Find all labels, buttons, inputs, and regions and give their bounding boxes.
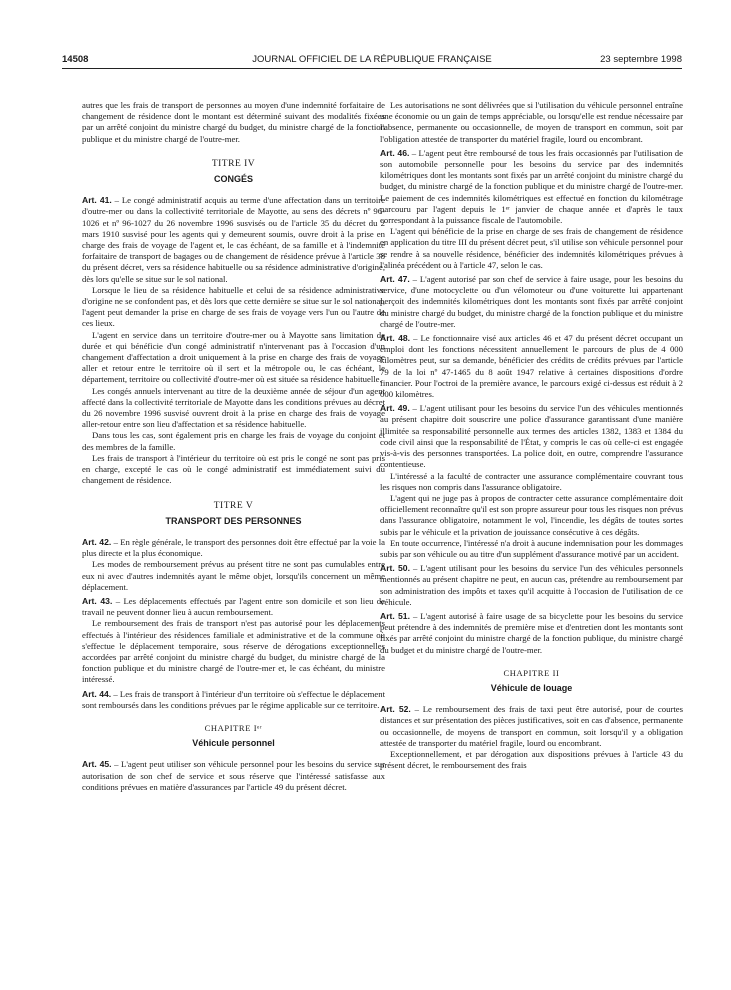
article-label: Art. 50. — [380, 563, 410, 574]
paragraph: Dans tous les cas, sont également pris en charge les frais de voyage du conjoint et des membres de la famille. — [82, 430, 385, 452]
article-43 — [82, 596, 385, 618]
article-label: Art. 47. — [380, 274, 410, 285]
chapitre-2-name: Véhicule de louage — [490, 682, 573, 693]
article-label: Art. 46. — [380, 147, 410, 158]
left-column — [82, 100, 385, 793]
publication-date: 23 septembre 1998 — [600, 54, 682, 65]
article-text: – L'agent utilisant pour les besoins du service l'un des véhicules personnels mentionnés au présent chapitre ne peut, en aucun cas, prétendre au remboursement par son administration des impôts et taxes qu'il acquitte à l'occasion de l'utilisation de ce véhicule. — [380, 563, 684, 607]
article-label: Art. 45. — [82, 759, 112, 770]
header-rule — [62, 68, 682, 69]
article-label: Art. 48. — [380, 333, 411, 344]
paragraph: Le remboursement des frais de transport n'est pas autorisé pour les déplacements effectués à l'intérieur des résidences familiale et administrative et de la commune où s'effectue le déplacement temporaire, sous réserve de dérogations exceptionnelles accordées par arrêté conjoint du ministre chargé du budget, du ministre chargé de la fonction publique et du ministre chargé de l'outre-mer et, le cas échéant, du ministre intéressé. — [82, 618, 385, 685]
article-text: – L'agent autorisé par son chef de service à faire usage, pour les besoins du service, d'une motocyclette ou d'un vélomoteur ou d'une voiturette lui appartenant perçoit des indemnités kilométriques dont les montants sont fixés par arrêté conjoint du ministre chargé du budget, du ministre chargé de la fonction publique et du ministre chargé de l'outre-mer. — [380, 274, 684, 329]
article-label: Art. 52. — [380, 704, 411, 715]
chapitre-1-heading: CHAPITRE Iᵉʳ — [204, 722, 263, 733]
paragraph: L'agent qui bénéficie de la prise en charge de ses frais de changement de résidence en application du titre III du présent décret peut, s'il utilise son véhicule personnel pour se rendre à sa nouvelle résidence, bénéficier des indemnités kilométriques prévues à l'alinéa précédent ou à l'article 47, selon le cas. — [380, 226, 683, 270]
titre-iv-name: CONGÉS — [213, 174, 253, 185]
article-text: – Le congé administratif acquis au terme d'une affectation dans un territoire d'outre-mer ou dans la collectivité territoriale de Mayotte, au sens des décrets nº 96-1026 et nº 96-1027 du 26 novembre 1996 susvisés ou de l'article 35 du décret du 2 mars 1910 susvisé pour les agents qui y demeurent soumis, ouvre droit à la prise en charge des frais de voyage de l'agent et, le cas échéant, de sa famille et à l'indemnité forfaitaire de transport de bagages ou de changement de résidence prévue à l'article 38 du présent décret, vers sa résidence habituelle ou sa résidence administrative d'origine, dès lors qu'elle se situe sur le sol national. — [82, 195, 386, 284]
paragraph: Exceptionnellement, et par dérogation aux dispositions prévues à l'article 43 du présent décret, le remboursement des frais — [380, 748, 683, 771]
paragraph: Les frais de transport à l'intérieur du territoire où est pris le congé ne sont pas pris en charge, excepté le cas où le congé administratif est immédiatement suivi du changement de résidence. — [82, 452, 385, 486]
titre-v-name: TRANSPORT DES PERSONNES — [165, 515, 302, 526]
article-label: Art. 42. — [82, 536, 112, 547]
chapitre-2-heading: CHAPITRE II — [503, 667, 560, 678]
article-label: Art. 44. — [82, 688, 112, 699]
article-46 — [380, 148, 683, 226]
article-text: – En règle générale, le transport des personnes doit être effectué par la voie la plus directe et la plus économique. — [82, 536, 386, 559]
article-48 — [380, 333, 683, 400]
article-text: – L'agent utilisant pour les besoins du service l'un des véhicules mentionnés au présent chapitre doit souscrire une police d'assurance garantissant d'une manière illimitée sa responsabilité personnelle aux termes des articles 1382, 1383 et 1384 du code civil ainsi que la responsabilité de l'État, y compris le cas où celle-ci est engagée vis-à-vis des personnes transportées. La police doit, en outre, comprendre l'assurance contentieuse. — [380, 403, 684, 470]
article-label: Art. 41. — [82, 195, 112, 206]
page-number: 14508 — [62, 54, 89, 65]
paragraph: Les congés annuels intervenant au titre de la deuxième année de séjour d'un agent affecté dans la collectivité territoriale de Mayotte dans les conditions prévues au décret du 26 novembre 1996 susvisé ouvrent droit à la prise en charge des frais de voyage aller-retour entre son lieu d'affectation et sa résidence habituelle. — [82, 385, 385, 430]
article-41 — [82, 195, 385, 285]
article-text: – L'agent peut utiliser son véhicule personnel pour les besoins du service sur autorisation de son chef de service et sous réserve que l'intéressé satisfasse aux conditions prévues en matière d'assurances par l'article 49 du présent décret. — [82, 759, 385, 792]
paragraph: L'intéressé a la faculté de contracter une assurance complémentaire couvrant tous les risques non compris dans l'assurance obligatoire. — [380, 470, 683, 492]
article-42 — [82, 537, 385, 559]
titre-v-heading: TITRE V — [213, 500, 254, 511]
titre-iv-heading: TITRE IV — [211, 158, 256, 169]
article-44 — [82, 689, 385, 711]
chapitre-1-name: Véhicule personnel — [192, 738, 275, 749]
paragraph: Les autorisations ne sont délivrées que si l'utilisation du véhicule personnel entraîne une économie ou un gain de temps appréciable, ou lorsqu'elle est rendue nécessaire par l'absence, permanente ou occasionnelle, de moyen de transport en commun, soit par l'obligation attestée de transporter du matériel fragile, lourd ou encombrant. — [380, 100, 683, 144]
paragraph: L'agent qui ne juge pas à propos de contracter cette assurance complémentaire doit officiellement reconnaître qu'il est son propre assureur pour tous les risques non prévus dans l'assurance obligatoire, notamment le vol, l'incendie, les dégâts de toutes sortes subis par le véhicule et la privation de jouissance consécutive à ces dégâts. — [380, 492, 683, 537]
article-text: – L'agent peut être remboursé de tous les frais occasionnés par l'utilisation de son automobile personnelle pour les besoins du service par des indemnités kilométriques dont les montants sont fixés par un arrêté conjoint du ministre chargé du budget, du ministre chargé de la fonction publique et du ministre chargé de l'outre-mer. Le paiement de ces indemnités kilométriques est effectué en fonction du kilométrage parcouru par l'agent depuis le 1ᵉʳ janvier de chaque année et d'après le taux correspondant à la puissance fiscale de l'automobile. — [380, 147, 684, 226]
article-label: Art. 51. — [380, 610, 410, 621]
article-label: Art. 43. — [82, 595, 113, 606]
paragraph: Les modes de remboursement prévus au présent titre ne sont pas cumulables entre eux ni avec d'autres indemnités ayant le même objet, lorsqu'ils concernent un même déplacement. — [82, 559, 385, 592]
article-text: – L'agent autorisé à faire usage de sa bicyclette pour les besoins du service peut prétendre à des indemnités de première mise et d'entretien dont les montants sont fixés par arrêté conjoint du ministre chargé de la fonction publique, du ministre chargé du budget et du ministre chargé de l'outre-mer. — [380, 610, 684, 655]
paragraph: Lorsque le lieu de sa résidence habituelle et celui de sa résidence administrative d'origine ne se confondent pas, et dès lors que cette dernière se situe sur le sol national, l'agent peut demander la prise en charge de ses frais de voyage vers l'un ou l'autre de ces lieux. — [82, 284, 385, 329]
article-51 — [380, 611, 683, 656]
article-label: Art. 49. — [380, 403, 410, 414]
article-text: – Les frais de transport à l'intérieur d'un territoire où s'effectue le déplacement sont remboursés dans les conditions prévues par le régime applicable sur ce territoire. — [82, 688, 386, 710]
right-column — [380, 100, 683, 771]
paragraph: En toute occurrence, l'intéressé n'a droit à aucune indemnisation pour les dommages subis par son véhicule ou au titre d'un supplément d'assurance motivé par un accident. — [380, 537, 683, 559]
paragraph: autres que les frais de transport de personnes au moyen d'une indemnité forfaitaire de changement de résidence dont le montant est déterminé suivant des modalités fixées par un arrêté conjoint du ministre chargé du budget, du ministre chargé de la fonction publique et du ministre chargé de l'outre-mer. — [82, 100, 385, 144]
article-45 — [82, 759, 385, 793]
article-50 — [380, 563, 683, 608]
article-49 — [380, 403, 683, 470]
paragraph: L'agent en service dans un territoire d'outre-mer ou à Mayotte sans limitation de durée et qui bénéficie d'un congé administratif n'intervenant pas à l'occasion d'un changement d'affectation a droit uniquement à la prise en charge des frais de voyage aller et retour entre le territoire où il sert et la métropole ou, le cas échéant, le département, territoire ou collectivité d'outre-mer où est située sa résidence habituelle. — [82, 329, 385, 385]
article-47 — [380, 274, 683, 330]
journal-title: JOURNAL OFFICIEL DE LA RÉPUBLIQUE FRANÇAISE — [252, 54, 492, 65]
article-52 — [380, 704, 683, 749]
article-text: – Le remboursement des frais de taxi peut être autorisé, pour de courtes distances et sur présentation des pièces justificatives, soit en cas d'absence, permanente ou occasionnelle, de moyens de transport en commun, soit lorsqu'il y a obligation attestée de transporter du matériel fragile, lourd ou encombrant. — [380, 704, 683, 748]
article-text: – Le fonctionnaire visé aux articles 46 et 47 du présent décret occupant un emploi dont les fonctions nécessitent annuellement le parcours de plus de 4 000 kilomètres peut, sur sa demande, bénéficier des crédits de crédits prévues par l'article 79 de la loi nº 47-1465 du 8 août 1947 relative à certaines dispositions d'ordre financier. Pour l'octroi de la première avance, le parcours exigé ci-dessus est réduit à 2 000 kilomètres. — [380, 333, 684, 400]
article-text: – Les déplacements effectués par l'agent entre son domicile et son lieu de travail ne peuvent donner lieu à aucun remboursement. — [82, 595, 386, 618]
